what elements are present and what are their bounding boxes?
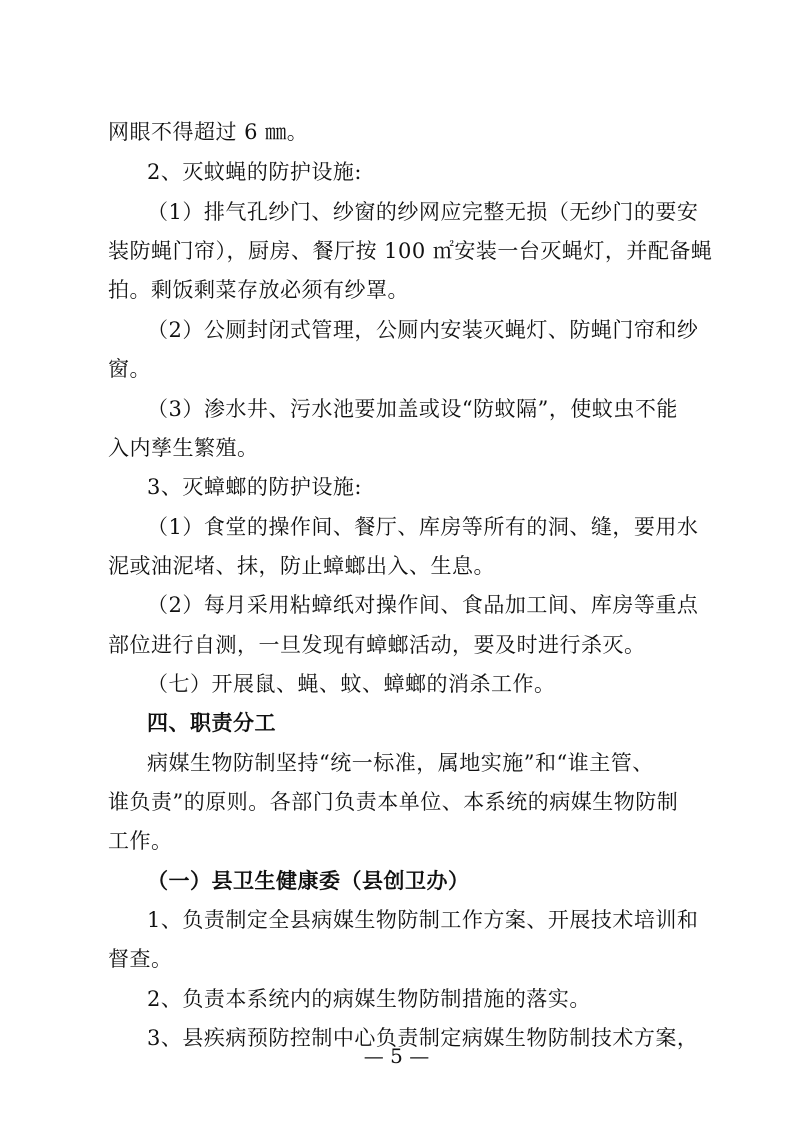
page-number: — 5 — [363,1044,430,1068]
text-line: 3、灭蟑螂的防护设施: [147,475,362,499]
text-line: 谁负责”的原则。各部门负责本单位、本系统的病媒生物防制 [108,790,679,814]
text-line: （1）食堂的操作间、餐厅、库房等所有的洞、缝，要用水 [147,515,699,539]
text-line: 入内孳生繁殖。 [108,436,259,460]
text-line: 装防蝇门帘），厨房、餐厅按 100 ㎡安装一台灭蝇灯，并配备蝇 [108,239,713,263]
text-line: 3、县疾病预防控制中心负责制定病媒生物防制技术方案， [147,1026,699,1050]
text-line: （2）每月采用粘蟑纸对操作间、食品加工间、库房等重点 [147,593,699,617]
text-line: 拍。剩饭剩菜存放必须有纱罩。 [108,278,409,302]
subsection-heading: （一）县卫生健康委（县创卫办） [147,869,470,893]
text-line: 网眼不得超过 6 ㎜。 [108,120,309,144]
text-line: （七）开展鼠、蝇、蚊、蟑螂的消杀工作。 [147,672,556,696]
text-line: 病媒生物防制坚持“统一标准，属地实施”和“谁主管、 [147,751,654,775]
text-line: 泥或油泥堵、抹，防止蟑螂出入、生息。 [108,554,495,578]
text-line: 督查。 [108,947,173,971]
section-heading: 四、职责分工 [147,711,276,735]
text-line: （1）排气孔纱门、纱窗的纱网应完整无损（无纱门的要安 [147,200,699,224]
text-line: 部位进行自测，一旦发现有蟑螂活动，要及时进行杀灭。 [108,633,646,657]
text-line: （3）渗水井、污水池要加盖或设“防蚊隔”，使蚊虫不能 [147,397,678,421]
text-line: 1、负责制定全县病媒生物防制工作方案、开展技术培训和 [147,908,699,932]
text-line: 2、灭蚊蝇的防护设施: [147,160,362,184]
text-line: 工作。 [108,829,173,853]
text-line: （2）公厕封闭式管理，公厕内安装灭蝇灯、防蝇门帘和纱 [147,318,699,342]
text-line: 窗。 [108,357,151,381]
text-line: 2、负责本系统内的病媒生物防制措施的落实。 [147,987,591,1011]
